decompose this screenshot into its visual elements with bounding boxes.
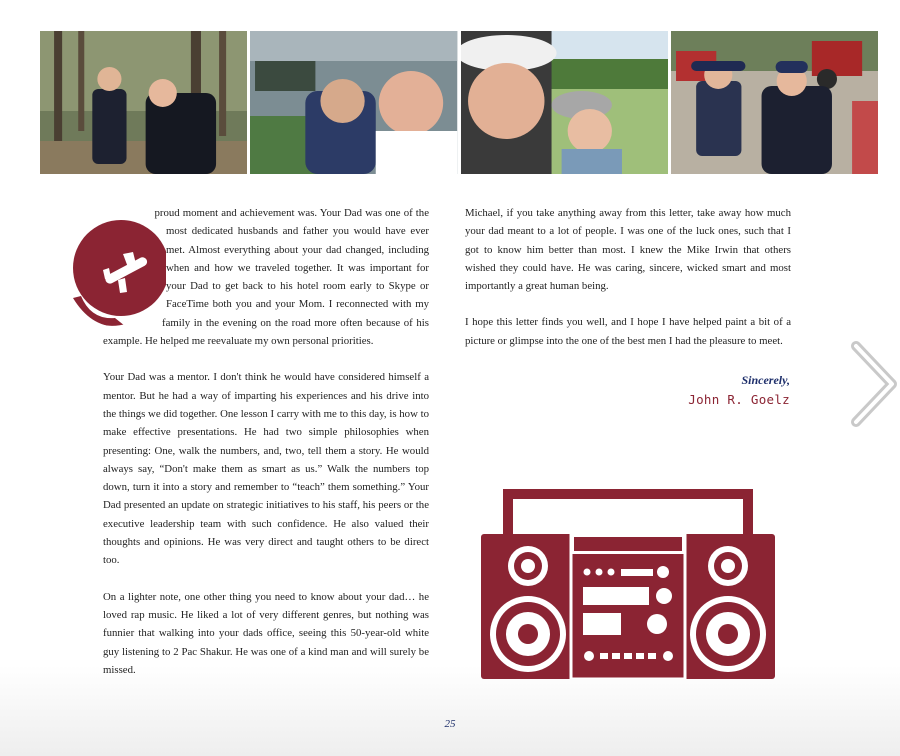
- boombox-icon: [481, 489, 775, 679]
- photo-golf-course: [461, 31, 668, 174]
- page-number: 25: [444, 718, 456, 730]
- right-paragraph-1: Michael, if you take anything away from this letter, take away how much your dad meant to a lot of people. I was one of the luck ones, such that I got to know him better than most. I knew the Mike Irwin that others wished they could have. He was caring, sincere, wicked smart and most importantly a great human being.: [465, 207, 791, 293]
- closing: Sincerely,: [741, 373, 790, 387]
- plane-circle-icon: [63, 206, 166, 336]
- left-paragraph-3: On a lighter note, one other thing you need to know about your dad… he loved rap music. He liked a lot of very different genres, but nothing was funnier that walking into your dads office, seeing this 50-year-old white guy listening to 2 Pac Shakur. He was one of a kind man and will surely be missed.: [103, 590, 429, 676]
- photo-boy-and-dad-woods: [40, 31, 247, 174]
- photo-strip: [40, 31, 878, 174]
- signature: John R. Goelz: [688, 392, 790, 407]
- right-paragraph-2: I hope this letter finds you well, and I hope I have helped paint a bit of a picture or glimpse into the one of the best men I had the pleasure to meet.: [465, 316, 791, 347]
- signoff: [688, 373, 790, 407]
- left-paragraph-1: proud moment and achievement was. Your Dad was one of the most dedicated husbands and father you would have ever met. Almost everything about your dad changed, including when and how we traveled together. It was important for your Dad to get back to his hotel room early to Skype or FaceTime both you and your Mom. I reconnected with my family in the evening on the road more often because of his example. He helped me reevaluate my own personal priorities.: [103, 207, 429, 348]
- photo-stadium-selfie: [250, 31, 457, 174]
- right-column: [465, 204, 791, 368]
- left-paragraph-2: Your Dad was a mentor. I don't think he would have considered himself a mentor. But he had a way of imparting his experiences and his drive into the things we did together. One lesson I carry with me to this day, is how to make effective presentations. He had two simple philosophies when presenting: One, walk the numbers, and, two, tell them a story. He would always say, “Don't make them as smart as us.” Walk the numbers top down, turn it into a story and remember to “teach” them something.” Your Dad presented an update on strategic initiatives to his staff, his peers or the executive leadership team with such confidence. He also valued their thoughts and opinions. He was very direct and taught others to be direct too.: [103, 371, 429, 567]
- chevron-right-icon[interactable]: [848, 338, 900, 430]
- photo-farm-tractors: [671, 31, 878, 174]
- left-column: [103, 204, 429, 697]
